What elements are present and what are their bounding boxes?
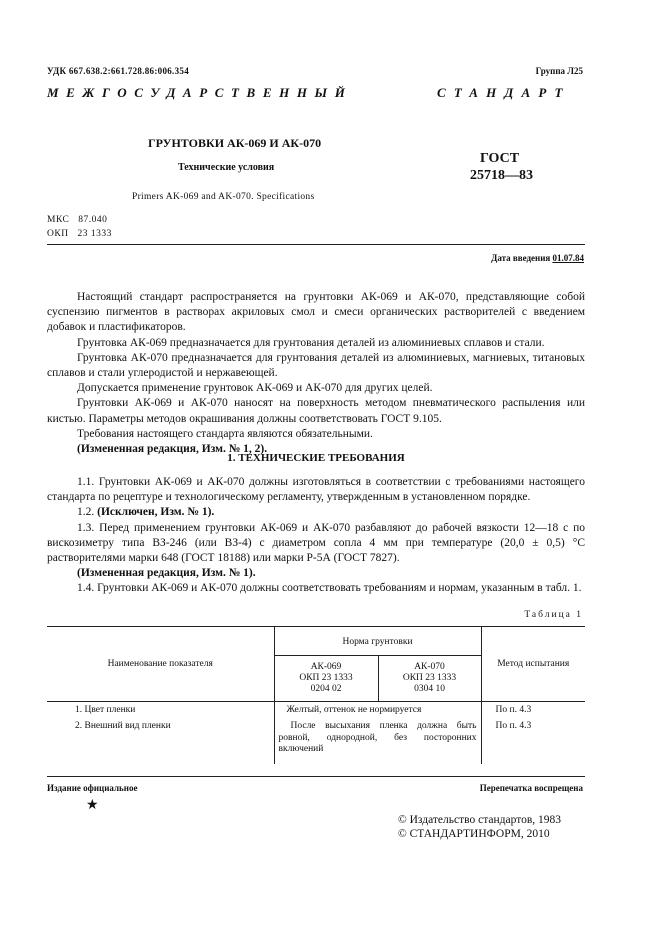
requirements-table [47,626,585,764]
okp-value: 23 1333 [77,229,112,239]
col-header-norm: Норма грунтовки [274,627,481,656]
ak070-code: 0304 10 [414,684,445,694]
intro-paragraph: Настоящий стандарт распространяется на грунтовки АК-069 и АК-070, представляющие собой суспензию пигментов в растворах акриловых смол и смеси органических растворителей с введением добавок и пластификаторов. [47,291,585,334]
clause-1-3-amendment-note: (Измененная редакция, Изм. № 1). [77,567,256,580]
document-subtitle: Технические условия [178,162,275,173]
intro-amendment-note: (Измененная редакция, Изм. № 1, 2). [77,443,268,456]
clause-1-2-number: 1.2. [77,506,95,519]
row-name: 1. Цвет пленки [75,705,136,715]
intro-paragraph: Грунтовка АК-069 предназначается для грунтования деталей из алюминиевых сплавов и стали. [77,336,545,349]
gost-number: 25718—83 [470,168,533,183]
clause-1-1: 1.1. Грунтовки АК-069 и АК-070 должны изготовляться в соответствии с требованиями настоящего стандарта по рецептуре и технологическому регламенту, утвержденным в установленном порядке. [47,476,585,504]
col-header-ak069 [274,656,378,702]
copyright-line: © СТАНДАРТИНФОРМ, 2010 [398,828,550,840]
col-header-name: Наименование показателя [47,627,274,702]
clause-1-2 [47,505,585,520]
table-row [47,702,585,719]
row-method: По п. 4.3 [481,718,585,764]
ak069-code: 0204 02 [310,684,342,694]
ak070-okp: ОКП 23 1333 [402,673,457,683]
table-row [47,718,585,764]
document-title: ГРУНТОВКИ АК-069 И АК-070 [148,136,322,150]
edition-note: Издание официальное [47,783,138,793]
col-header-method: Метод испытания [481,627,585,702]
intro-block [47,290,585,457]
row-norm: После высыхания пленка должна быть ровной, однородной, без посторонних включений [274,718,481,764]
row-name: 2. Внешний вид пленки [75,721,171,731]
divider [47,244,585,245]
introduction-date [491,253,584,263]
udk-code: УДК 667.638.2:661.728.86:006.354 [47,66,190,76]
intro-paragraph: Грунтовки АК-069 и АК-070 наносят на поверхность методом пневматического распыления или кистью. Параметры методов окрашивания должны соответствовать ГОСТ 9.105. [47,397,585,425]
ak070-label: АК-070 [414,662,445,672]
reprint-note: Перепечатка воспрещена [479,783,583,793]
ak069-label: АК-069 [310,662,342,672]
table-label: Таблица 1 [524,610,583,620]
copyright-line: © Издательство стандартов, 1983 [398,814,562,826]
gost-designation [470,150,533,184]
clause-1-4: 1.4. Грунтовки АК-069 и АК-070 должны соответствовать требованиям и нормам, указанным в табл. 1. [77,582,582,595]
intro-paragraph: Грунтовка АК-070 предназначается для грунтования деталей из алюминиевых, магниевых, титановых сплавов и стали углеродистой и нержавеющей. [47,351,585,380]
row-method: По п. 4.3 [481,702,585,719]
clause-1-3: 1.3. Перед применением грунтовки АК-069 и АК-070 разбавляют до рабочей вязкости 12—18 с по вискозиметру типа ВЗ-246 (или ВЗ-4) с диаметром сопла 4 мм при температуре (20,0 ± 0,5) °С растворителями марки 648 (ГОСТ 18188) или марки Р-5А (ГОСТ 7827). [47,521,585,565]
ak069-okp: ОКП 23 1333 [299,673,353,683]
group-code: Группа Л25 [535,66,583,76]
star-icon: ★ [86,798,99,813]
col-header-ak070 [378,656,481,702]
okp-label: ОКП [47,229,69,239]
banner-right: СТАНДАРТ [437,85,571,100]
banner-left: МЕЖГОСУДАРСТВЕННЫЙ [47,85,353,100]
section-title: 1. ТЕХНИЧЕСКИЕ ТРЕБОВАНИЯ [227,452,405,464]
copyright-block [398,813,561,841]
mks-label: МКС [47,215,70,225]
divider [47,776,585,777]
intro-date-value: 01.07.84 [552,253,584,263]
intro-date-label: Дата введения [491,253,551,263]
english-title: Primers AK-069 and AK-070. Specifications [132,192,315,202]
classification-codes [47,213,112,241]
clause-1-2-text: (Исключен, Изм. № 1). [97,506,215,519]
standard-banner [47,85,585,101]
section1-block [47,475,585,597]
intro-paragraph: Допускается применение грунтовок АК-069 и АК-070 для других целей. [77,382,433,395]
gost-label: ГОСТ [480,151,520,166]
intro-paragraph: Требования настоящего стандарта являются обязательными. [77,427,373,440]
mks-value: 87.040 [78,215,108,225]
row-norm: Желтый, оттенок не нормируется [274,702,481,719]
